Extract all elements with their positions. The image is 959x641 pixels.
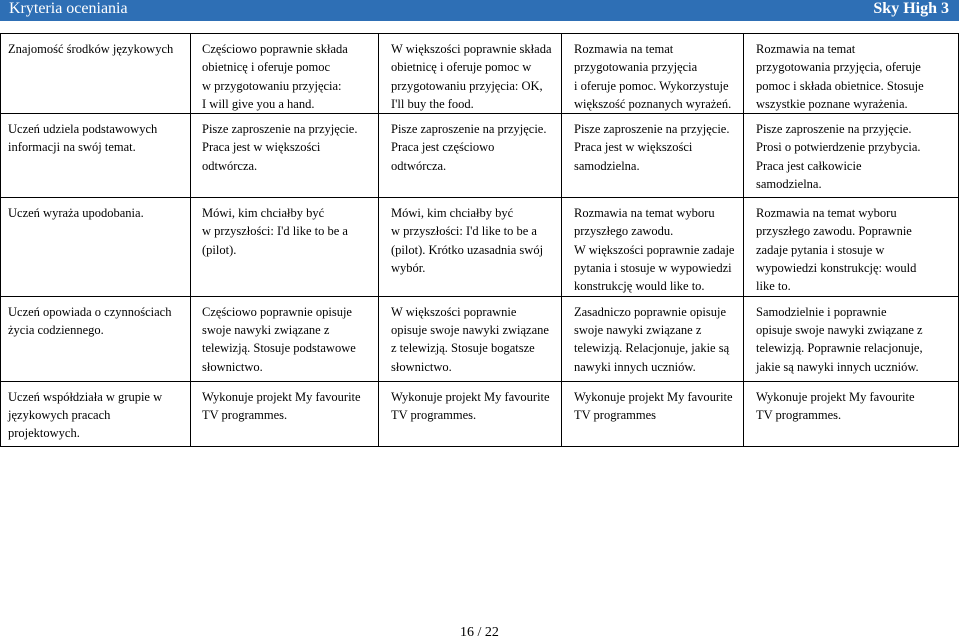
criterion-cell: Uczeń udziela podstawowych informacji na swój temat.: [1, 114, 191, 198]
page-number: 16 / 22: [460, 625, 499, 640]
book-title: Sky High 3: [873, 0, 949, 17]
criterion-cell: Znajomość środków językowych: [1, 34, 191, 114]
grade-cell: W większości poprawnie składa obietnicę i oferuje pomoc w przygotowaniu przyjęcia: OK, I'll buy the food.: [379, 34, 562, 114]
criterion-cell: Uczeń wyraża upodobania.: [1, 198, 191, 296]
table-row: [1, 296, 959, 381]
grade-cell: Wykonuje projekt My favourite TV programmes.: [379, 381, 562, 446]
grade-cell: Mówi, kim chciałby być w przyszłości: I'd like to be a (pilot). Krótko uzasadnia swój wybór.: [379, 198, 562, 296]
grade-cell: Rozmawia na temat wyboru przyszłego zawodu. W większości poprawnie zadaje pytania i stosuje w wypowiedzi konstrukcję would like to.: [562, 198, 744, 296]
grade-cell: W większości poprawnie opisuje swoje nawyki związane z telewizją. Stosuje bogatsze słownictwo.: [379, 296, 562, 381]
grade-cell: Pisze zaproszenie na przyjęcie. Praca jest w większości samodzielna.: [562, 114, 744, 198]
criterion-cell: Uczeń opowiada o czynnościach życia codziennego.: [1, 296, 191, 381]
grade-cell: Pisze zaproszenie na przyjęcie. Prosi o potwierdzenie przybycia. Praca jest całkowicie samodzielna.: [744, 114, 959, 198]
grade-cell: Częściowo poprawnie opisuje swoje nawyki związane z telewizją. Stosuje podstawowe słownictwo.: [191, 296, 379, 381]
grade-cell: Mówi, kim chciałby być w przyszłości: I'd like to be a (pilot).: [191, 198, 379, 296]
table-row: [1, 34, 959, 114]
document-title: Kryteria oceniania: [9, 0, 128, 17]
criterion-cell: Uczeń współdziała w grupie w językowych pracach projektowych.: [1, 381, 191, 446]
grade-cell: Pisze zaproszenie na przyjęcie. Praca jest w większości odtwórcza.: [191, 114, 379, 198]
grade-cell: Pisze zaproszenie na przyjęcie. Praca jest częściowo odtwórcza.: [379, 114, 562, 198]
grade-cell: Wykonuje projekt My favourite TV programmes.: [191, 381, 379, 446]
page-header: [0, 0, 959, 21]
grade-cell: Rozmawia na temat przygotowania przyjęcia i oferuje pomoc. Wykorzystuje większość poznanych wyrażeń.: [562, 34, 744, 114]
table-row: [1, 198, 959, 296]
table-row: [1, 114, 959, 198]
grade-cell: Rozmawia na temat wyboru przyszłego zawodu. Poprawnie zadaje pytania i stosuje w wypowiedzi konstrukcję: would like to.: [744, 198, 959, 296]
grade-cell: Wykonuje projekt My favourite TV programmes: [562, 381, 744, 446]
grade-cell: Rozmawia na temat przygotowania przyjęcia, oferuje pomoc i składa obietnice. Stosuje wszystkie poznane wyrażenia.: [744, 34, 959, 114]
table-row: [1, 381, 959, 446]
grade-cell: Częściowo poprawnie składa obietnicę i oferuje pomoc w przygotowaniu przyjęcia: I will give you a hand.: [191, 34, 379, 114]
grade-cell: Wykonuje projekt My favourite TV programmes.: [744, 381, 959, 446]
grading-criteria-table: [0, 33, 959, 447]
grade-cell: Zasadniczo poprawnie opisuje swoje nawyki związane z telewizją. Relacjonuje, jakie są nawyki innych uczniów.: [562, 296, 744, 381]
grade-cell: Samodzielnie i poprawnie opisuje swoje nawyki związane z telewizją. Poprawnie relacjonuje, jakie są nawyki innych uczniów.: [744, 296, 959, 381]
